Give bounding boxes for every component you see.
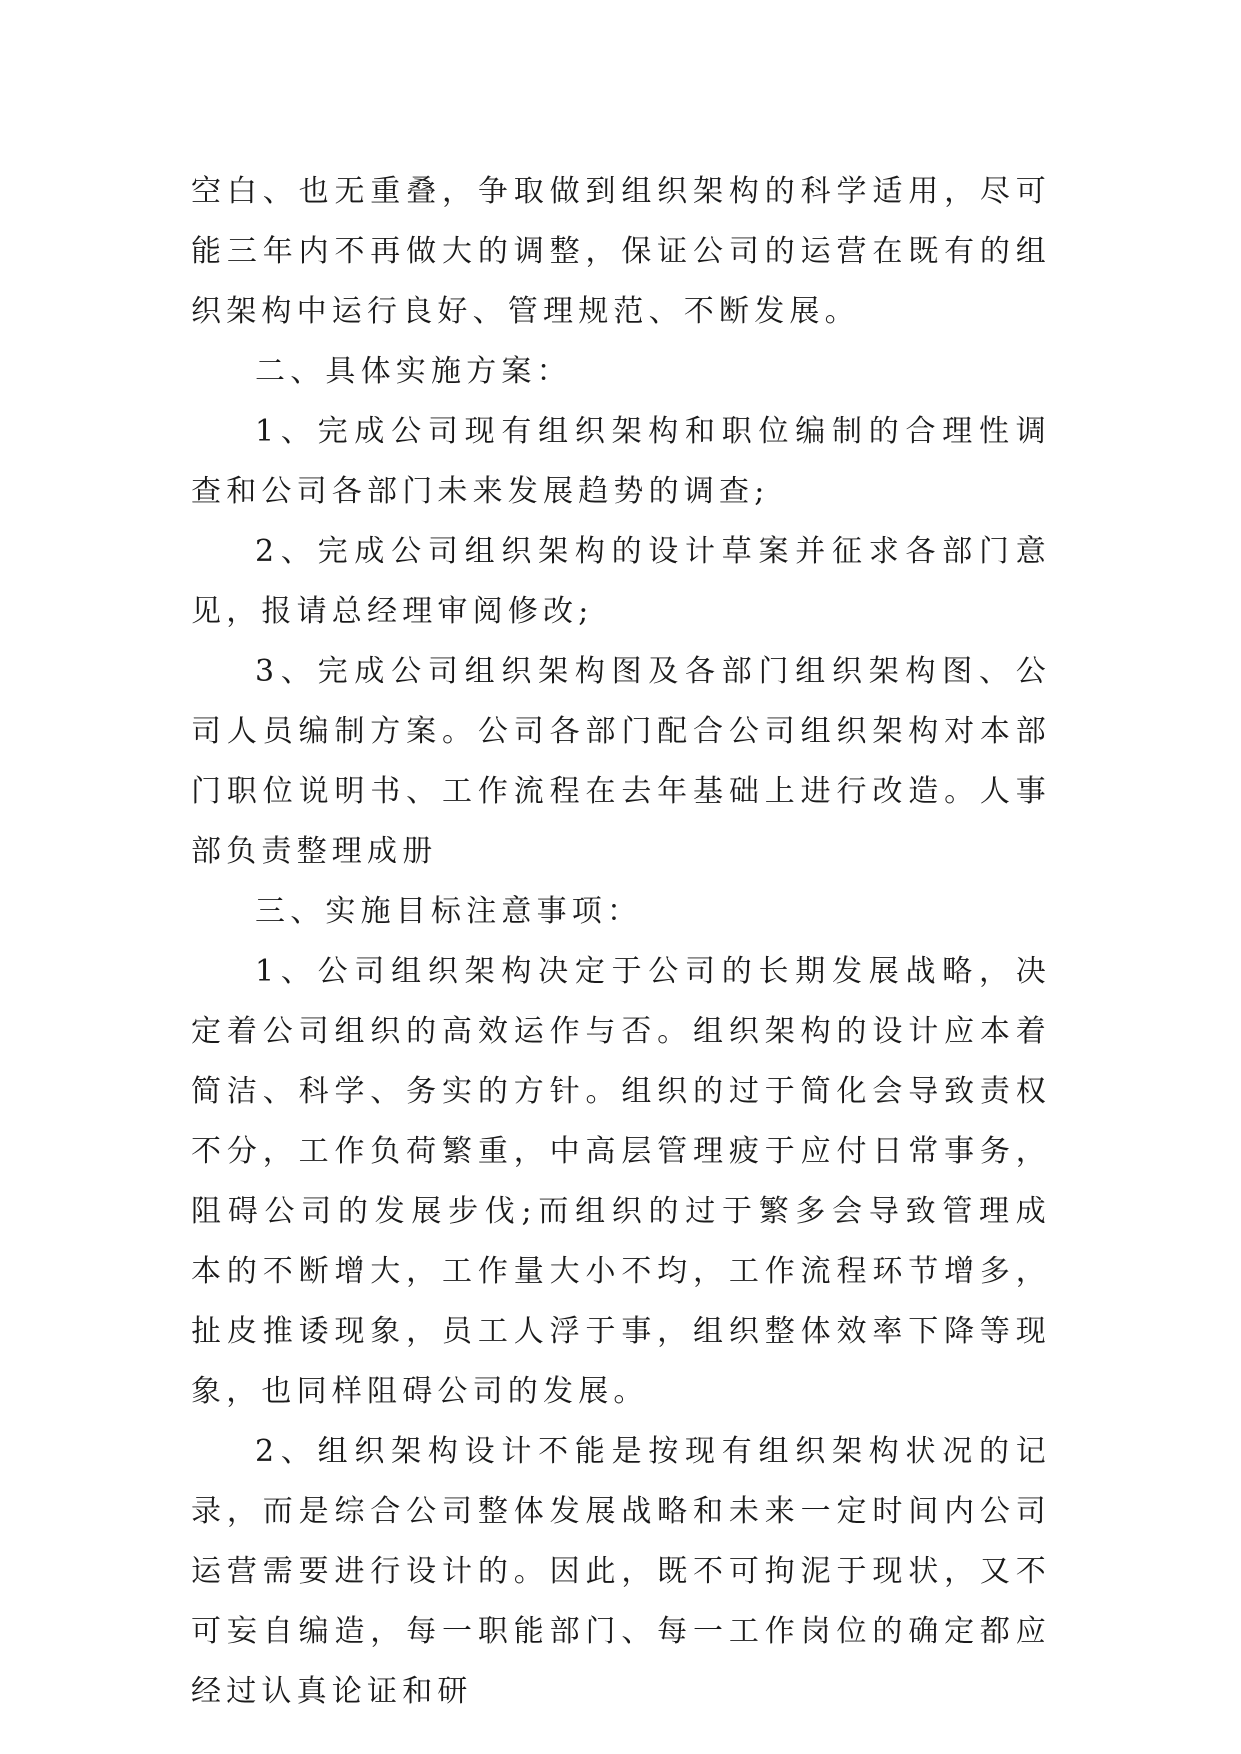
section-heading-notes: 三、实施目标注意事项： (255, 894, 643, 929)
plan-item-3: 3、完成公司组织架构图及各部门组织架构图、公司人员编制方案。公司各部门配合公司组织架构对本部门职位说明书、工作流程在去年基础上进行改造。人事部负责整理成册 (191, 654, 1051, 869)
plan-item-2: 2、完成公司组织架构的设计草案并征求各部门意见，报请总经理审阅修改; (191, 534, 1051, 629)
plan-item-1: 1、完成公司现有组织架构和职位编制的合理性调查和公司各部门未来发展趋势的调查; (191, 414, 1051, 509)
paragraph-continuation: 空白、也无重叠，争取做到组织架构的科学适用，尽可能三年内不再做大的调整，保证公司的运营在既有的组织架构中运行良好、管理规范、不断发展。 (191, 174, 1051, 329)
section-heading-implementation-plan: 二、具体实施方案： (255, 354, 572, 389)
document-body (191, 162, 1051, 1722)
notes-item-1: 1、公司组织架构决定于公司的长期发展战略，决定着公司组织的高效运作与否。组织架构的设计应本着简洁、科学、务实的方针。组织的过于简化会导致责权不分，工作负荷繁重，中高层管理疲于应付日常事务，阻碍公司的发展步伐;而组织的过于繁多会导致管理成本的不断增大，工作量大小不均，工作流程环节增多，扯皮推诿现象，员工人浮于事，组织整体效率下降等现象，也同样阻碍公司的发展。 (191, 954, 1051, 1409)
notes-item-2: 2、组织架构设计不能是按现有组织架构状况的记录，而是综合公司整体发展战略和未来一定时间内公司运营需要进行设计的。因此，既不可拘泥于现状，又不可妄自编造，每一职能部门、每一工作岗位的确定都应经过认真论证和研 (191, 1434, 1051, 1709)
